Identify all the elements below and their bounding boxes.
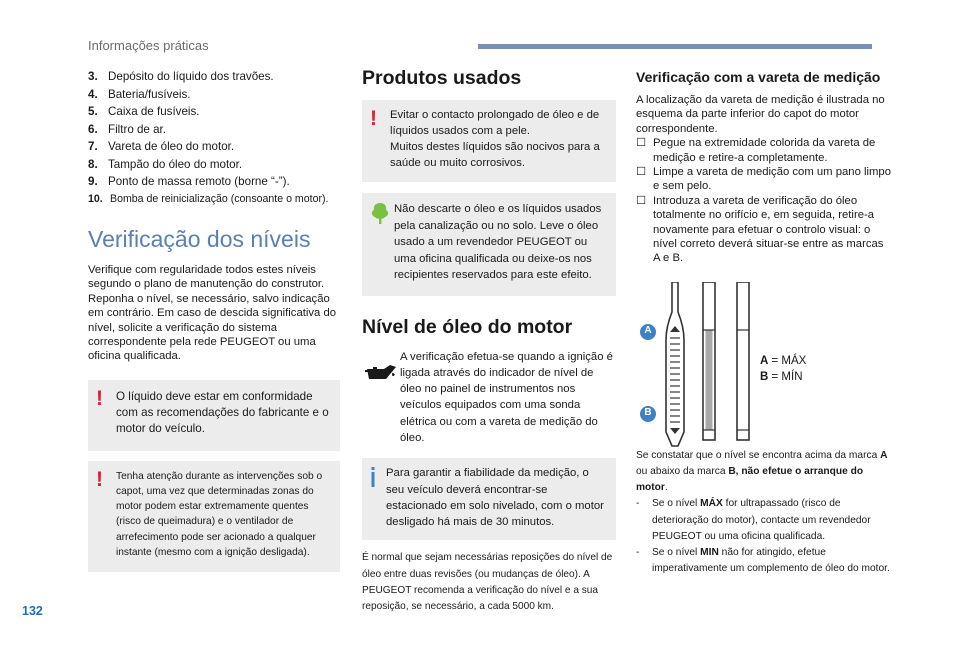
levels-paragraph: Verifique com regularidade todos estes níveis segundo o plano de manutenção do construtor. Reponha o nível, se necessário, salvo indicação em contrário. Em caso de descida significativa do nível, solicite a verificação do sistema correspondente pela rede PEUGEOT ou uma oficina qualificada.	[88, 264, 337, 363]
column-3	[636, 62, 892, 578]
oil-level-block: A verificação efetua-se quando a ignição é ligada através do indicador de nível de óleo no painel de instrumentos nos veículos equipados com uma sonda elétrica ou com a vareta de medição do óleo.	[362, 349, 616, 447]
section-title-used-products: Produtos usados	[362, 67, 522, 89]
section-title-dipstick: Verificação com a vareta de medição	[636, 69, 881, 85]
list-item: ☐ Limpe a vareta de medição com um pano limpo e sem pelo.	[636, 166, 891, 193]
legend-max: A = MÁX	[760, 354, 807, 367]
list-item: - Se o nível MIN não for atingido, efetue imperativamente um complemento de óleo do motor.	[636, 547, 890, 575]
page-number: 132	[22, 604, 43, 618]
list-item: 4. Bateria/fusíveis.	[88, 87, 191, 101]
dash-bullet: -	[636, 547, 640, 559]
warning-box-skin: ! Evitar o contacto prolongado de óleo e de líquidos usados com a pele. Muitos destes líquidos são nocivos para a saúde ou muito corrosivos.	[362, 100, 616, 182]
dipstick-intro: A localização da vareta de medição é ilustrada no esquema da parte inferior do capot do motor correspondente.	[636, 94, 885, 135]
list-item: 7. Vareta de óleo do motor.	[88, 140, 235, 153]
marker-a: A	[644, 324, 652, 336]
warning-exclamation-icon: !	[96, 467, 103, 491]
dash-bullet: -	[636, 498, 640, 510]
column-2	[362, 62, 616, 616]
oil-can-icon	[364, 363, 398, 383]
parts-list	[88, 68, 340, 208]
dipstick-illustration	[636, 282, 892, 448]
list-item: 10. Bomba de reinicialização (consoante o motor).	[88, 192, 329, 205]
checkbox-bullet-icon: ☐	[636, 166, 647, 179]
eco-box: Não descarte o óleo e os líquidos usados pela canalização ou no solo. Leve o óleo usado a um revendedor PEUGEOT ou uma oficina qualificada ou deixe-os nos recipientes reservados para este efeito.	[362, 193, 616, 296]
list-item: 3. Depósito do líquido dos travões.	[88, 70, 274, 83]
warning-exclamation-icon: !	[96, 386, 103, 410]
marker-b: B	[644, 406, 652, 418]
legend-min: B = MÍN	[760, 370, 803, 383]
level-warning-paragraph: Se constatar que o nível se encontra acima da marca A ou abaixo da marca B, não efetue o arranque do motor.	[636, 449, 888, 494]
info-box: Para garantir a fiabilidade da medição, o seu veículo deverá encontrar-se estacionado em solo nivelado, com o motor desligado há mais de 30 minutos.	[362, 458, 616, 540]
header-section: Informações práticas	[88, 38, 209, 53]
list-item: 9. Ponto de massa remoto (borne “-”).	[88, 175, 290, 188]
warning-box-hot: ! Tenha atenção durante as intervenções sob o capot, uma vez que determinadas zonas do motor podem estar extremamente quentes (risco de queimadura) e o ventilador de arrefecimento pode ser acionado a qualquer instante (mesmo com a ignição desligada).	[88, 461, 340, 572]
eco-tree-icon	[369, 201, 391, 225]
section-title-oil-level: Nível de óleo do motor	[362, 315, 573, 338]
list-item: 6. Filtro de ar.	[88, 122, 166, 136]
list-item: ☐ Introduza a vareta de verificação do óleo totalmente no orifício e, em seguida, retire-a novamente para efetuar o controlo visual: o nível correto deverá situar-se entre as marcas A e B.	[636, 194, 884, 265]
header-bar	[478, 44, 872, 49]
level-actions	[636, 496, 892, 577]
list-item: 8. Tampão do óleo do motor.	[88, 157, 243, 171]
dipstick-steps	[636, 136, 892, 266]
list-item: 5. Caixa de fusíveis.	[88, 105, 200, 118]
column-1	[88, 62, 340, 572]
list-item: - Se o nível MÁX for ultrapassado (risco de deterioração do motor), contacte um revendedor PEUGEOT ou uma oficina qualificada.	[636, 498, 871, 542]
list-item: ☐ Pegue na extremidade colorida da vareta de medição e retire-a completamente.	[636, 137, 876, 164]
section-title-levels: Verificação dos níveis	[88, 226, 311, 252]
dipstick-legend	[760, 353, 806, 385]
checkbox-bullet-icon: ☐	[636, 137, 647, 150]
warning-exclamation-icon: !	[370, 107, 377, 130]
warning-box-fluid: ! O líquido deve estar em conformidade com as recomendações do fabricante e o motor do veículo.	[88, 380, 340, 451]
checkbox-bullet-icon: ☐	[636, 194, 647, 207]
oil-note: É normal que sejam necessárias reposições do nível de óleo entre duas revisões (ou mudanças de óleo). A PEUGEOT recomenda a verificação do nível e a sua reposição, se necessário, a cada 5000 km.	[362, 552, 613, 613]
info-icon	[370, 467, 376, 487]
